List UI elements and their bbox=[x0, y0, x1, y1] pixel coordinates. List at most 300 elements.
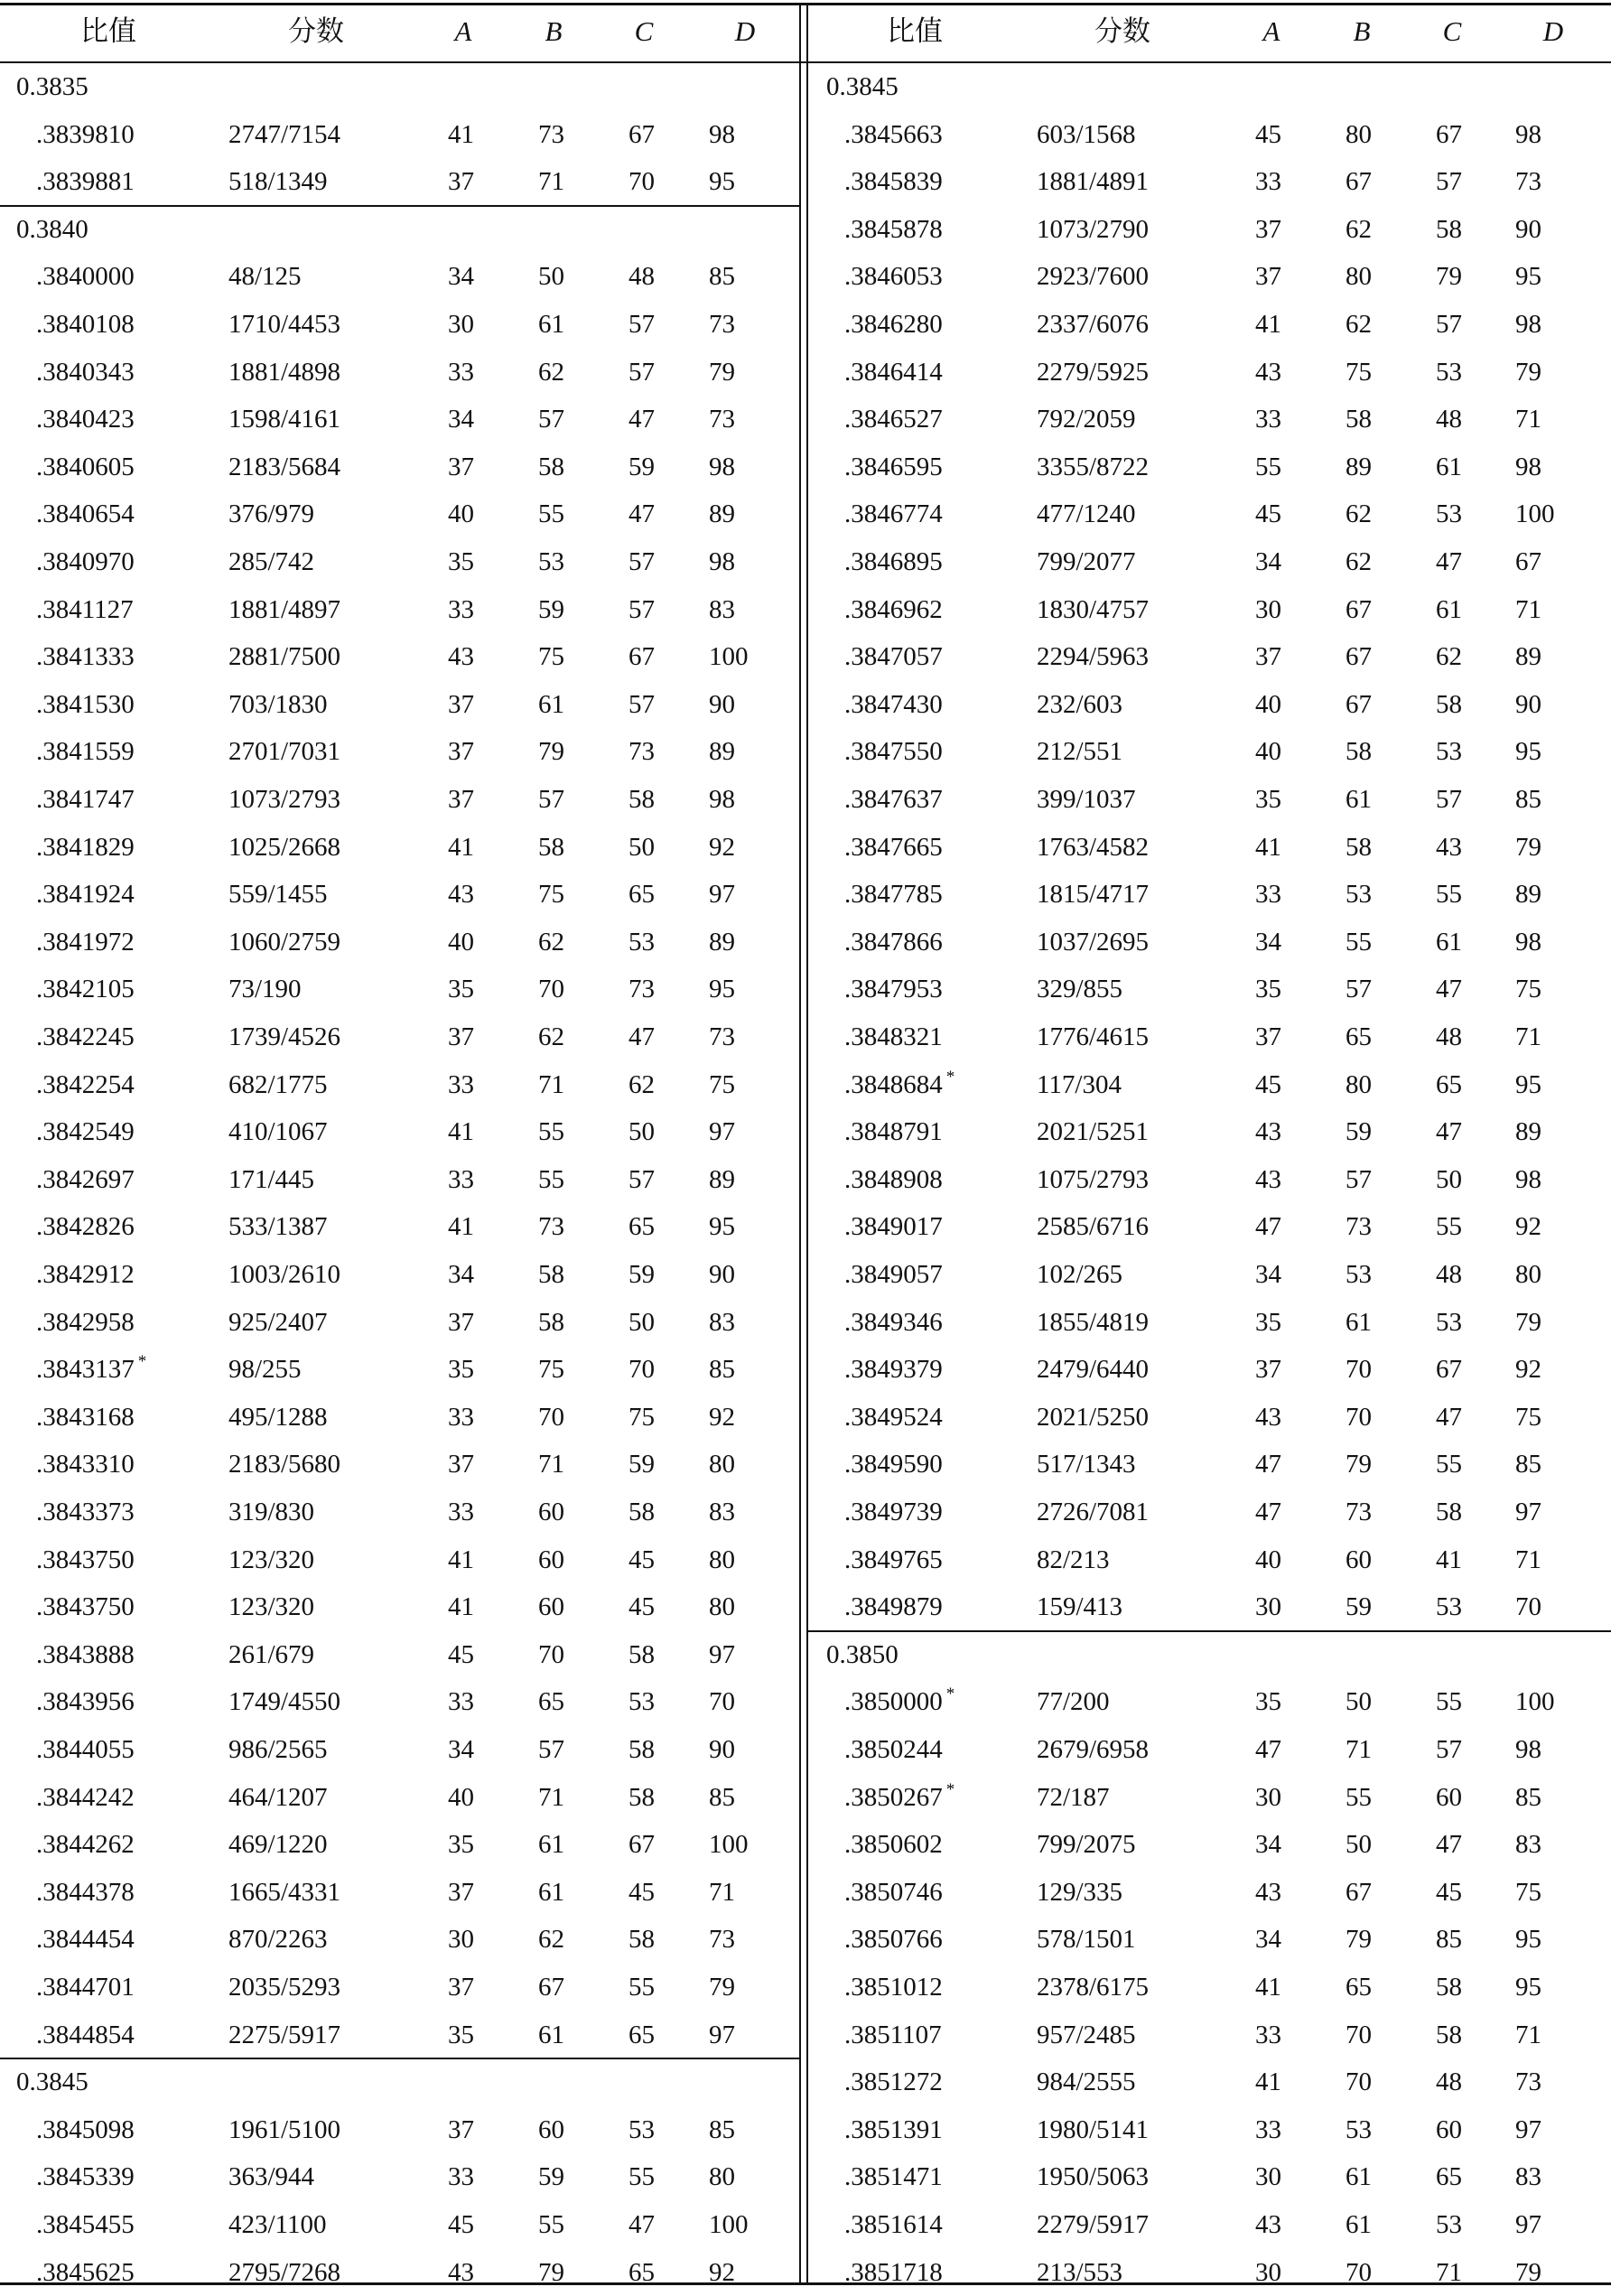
c-cell: 67 bbox=[1436, 119, 1462, 149]
fraction-cell: 102/265 bbox=[1037, 1260, 1123, 1289]
ratio-cell: .3841747 bbox=[36, 785, 135, 814]
ratio-cell: .3846595 bbox=[844, 452, 943, 481]
fraction-cell: 48/125 bbox=[228, 262, 302, 292]
c-cell: 61 bbox=[1436, 594, 1462, 624]
a-cell: 37 bbox=[448, 1022, 474, 1051]
ratio-cell: .3841333 bbox=[36, 642, 135, 672]
a-cell: 35 bbox=[448, 1355, 474, 1385]
b-cell: 75 bbox=[538, 880, 564, 910]
fraction-cell: 792/2059 bbox=[1037, 405, 1136, 434]
ratio-cell: .3846962 bbox=[844, 594, 943, 624]
b-cell: 58 bbox=[1346, 405, 1372, 434]
header-b: B bbox=[1353, 15, 1371, 47]
d-cell: 79 bbox=[709, 1973, 735, 2002]
fraction-cell: 469/1220 bbox=[228, 1830, 328, 1860]
c-cell: 48 bbox=[1436, 1022, 1462, 1051]
c-cell: 57 bbox=[1436, 310, 1462, 339]
a-cell: 41 bbox=[1255, 1973, 1281, 2002]
ratio-cell: .3842254 bbox=[36, 1069, 135, 1099]
a-cell: 43 bbox=[448, 2257, 474, 2287]
section-label: 0.3835 bbox=[16, 72, 88, 101]
fraction-cell: 1980/5141 bbox=[1037, 2114, 1150, 2144]
d-cell: 90 bbox=[709, 1735, 735, 1764]
a-cell: 35 bbox=[448, 975, 474, 1004]
ratio-cell: .3849017 bbox=[844, 1212, 943, 1242]
ratio-cell: .3845878 bbox=[844, 214, 943, 244]
ratio-cell: .3847550 bbox=[844, 737, 943, 767]
section-label: 0.3845 bbox=[826, 72, 899, 101]
c-cell: 65 bbox=[1436, 2162, 1462, 2192]
ratio-cell: .3840108 bbox=[36, 310, 135, 339]
a-cell: 33 bbox=[448, 594, 474, 624]
fraction-cell: 1830/4757 bbox=[1037, 594, 1150, 624]
a-cell: 37 bbox=[1255, 214, 1281, 244]
fraction-cell: 2726/7081 bbox=[1037, 1498, 1150, 1526]
d-cell: 83 bbox=[1515, 1830, 1541, 1860]
ratio-cell: .3851391 bbox=[844, 2114, 943, 2144]
fraction-cell: 533/1387 bbox=[228, 1212, 328, 1242]
header-fraction: 分数 bbox=[1094, 15, 1150, 47]
d-cell: 85 bbox=[709, 1782, 735, 1812]
a-cell: 33 bbox=[448, 2162, 474, 2192]
b-cell: 73 bbox=[1346, 1212, 1372, 1242]
d-cell: 83 bbox=[709, 1307, 735, 1337]
a-cell: 40 bbox=[448, 927, 474, 957]
a-cell: 55 bbox=[1255, 452, 1281, 481]
b-cell: 55 bbox=[1346, 927, 1372, 957]
b-cell: 61 bbox=[538, 310, 564, 339]
c-cell: 50 bbox=[629, 832, 655, 862]
c-cell: 65 bbox=[629, 1212, 655, 1242]
b-cell: 58 bbox=[538, 832, 564, 862]
d-cell: 73 bbox=[709, 1022, 735, 1051]
ratio-cell: .3842912 bbox=[36, 1260, 135, 1289]
ratio-cell: .3845339 bbox=[36, 2162, 135, 2192]
a-cell: 43 bbox=[1255, 1117, 1281, 1147]
fraction-cell: 2585/6716 bbox=[1037, 1212, 1150, 1242]
d-cell: 85 bbox=[1515, 1782, 1541, 1812]
a-cell: 45 bbox=[1255, 1069, 1281, 1099]
a-cell: 43 bbox=[448, 642, 474, 672]
d-cell: 71 bbox=[1515, 1545, 1541, 1574]
b-cell: 50 bbox=[1346, 1687, 1372, 1717]
b-cell: 62 bbox=[538, 1925, 564, 1955]
c-cell: 73 bbox=[629, 737, 655, 767]
ratio-cell: .3842245 bbox=[36, 1022, 135, 1051]
ratio-cell: .3847785 bbox=[844, 880, 943, 910]
a-cell: 34 bbox=[1255, 1830, 1281, 1860]
b-cell: 57 bbox=[1346, 975, 1372, 1004]
fraction-cell: 73/190 bbox=[228, 975, 302, 1004]
c-cell: 55 bbox=[629, 1973, 655, 2002]
c-cell: 59 bbox=[629, 1450, 655, 1479]
fraction-cell: 799/2075 bbox=[1037, 1830, 1136, 1860]
a-cell: 33 bbox=[1255, 167, 1281, 197]
c-cell: 58 bbox=[1436, 1498, 1462, 1526]
fraction-cell: 319/830 bbox=[228, 1498, 315, 1526]
ratio-cell: .3846280 bbox=[844, 310, 943, 339]
d-cell: 75 bbox=[1515, 1877, 1541, 1907]
table-top-rule bbox=[0, 3, 1611, 5]
d-cell: 79 bbox=[1515, 1307, 1541, 1337]
ratio-cell: .3850000 * bbox=[844, 1685, 955, 1717]
a-cell: 41 bbox=[1255, 310, 1281, 339]
d-cell: 85 bbox=[1515, 785, 1541, 814]
c-cell: 58 bbox=[629, 1782, 655, 1812]
c-cell: 67 bbox=[629, 1830, 655, 1860]
ratio-cell: .3850602 bbox=[844, 1830, 943, 1860]
ratio-cell: .3845455 bbox=[36, 2210, 135, 2239]
fraction-cell: 957/2485 bbox=[1037, 2020, 1136, 2049]
a-cell: 41 bbox=[448, 1592, 474, 1622]
c-cell: 57 bbox=[1436, 785, 1462, 814]
b-cell: 70 bbox=[1346, 1402, 1372, 1432]
fraction-cell: 1950/5063 bbox=[1037, 2162, 1150, 2192]
d-cell: 80 bbox=[709, 1545, 735, 1574]
d-cell: 95 bbox=[709, 167, 735, 197]
b-cell: 75 bbox=[538, 1355, 564, 1385]
b-cell: 57 bbox=[538, 785, 564, 814]
d-cell: 98 bbox=[1515, 119, 1541, 149]
ratio-cell: .3841127 bbox=[36, 594, 134, 624]
a-cell: 30 bbox=[1255, 1782, 1281, 1812]
a-cell: 34 bbox=[448, 1735, 474, 1764]
b-cell: 61 bbox=[1346, 2162, 1372, 2192]
b-cell: 55 bbox=[538, 1117, 564, 1147]
fraction-cell: 2183/5684 bbox=[228, 452, 341, 481]
c-cell: 48 bbox=[1436, 1260, 1462, 1289]
c-cell: 65 bbox=[629, 880, 655, 910]
fraction-cell: 1073/2793 bbox=[228, 785, 341, 814]
a-cell: 35 bbox=[1255, 785, 1281, 814]
ratio-cell: .3851471 bbox=[844, 2162, 943, 2192]
ratio-cell: .3842549 bbox=[36, 1117, 135, 1147]
ratio-cell: .3843137 * bbox=[36, 1352, 147, 1385]
a-cell: 33 bbox=[448, 1402, 474, 1432]
b-cell: 70 bbox=[1346, 1355, 1372, 1385]
b-cell: 59 bbox=[538, 594, 564, 624]
a-cell: 41 bbox=[448, 1545, 474, 1574]
fraction-cell: 984/2555 bbox=[1037, 2067, 1136, 2097]
c-cell: 48 bbox=[629, 262, 655, 292]
a-cell: 30 bbox=[1255, 1592, 1281, 1622]
ratio-cell: .3851012 bbox=[844, 1973, 943, 2002]
fraction-cell: 117/304 bbox=[1037, 1069, 1122, 1099]
b-cell: 60 bbox=[538, 1592, 564, 1622]
c-cell: 45 bbox=[629, 1877, 655, 1907]
a-cell: 30 bbox=[1255, 594, 1281, 624]
b-cell: 57 bbox=[538, 405, 564, 434]
d-cell: 80 bbox=[709, 2162, 735, 2192]
a-cell: 43 bbox=[1255, 1402, 1281, 1432]
ratio-cell: .3841972 bbox=[36, 927, 135, 957]
d-cell: 71 bbox=[1515, 1022, 1541, 1051]
section-label: 0.3840 bbox=[16, 214, 88, 244]
fraction-cell: 1855/4819 bbox=[1037, 1307, 1150, 1337]
fraction-cell: 2183/5680 bbox=[228, 1450, 341, 1479]
c-cell: 58 bbox=[629, 785, 655, 814]
d-cell: 71 bbox=[1515, 405, 1541, 434]
b-cell: 53 bbox=[1346, 880, 1372, 910]
header-b: B bbox=[545, 15, 563, 47]
fraction-cell: 1961/5100 bbox=[228, 2114, 341, 2144]
ratio-cell: .3840605 bbox=[36, 452, 135, 481]
b-cell: 55 bbox=[1346, 1782, 1372, 1812]
fraction-cell: 82/213 bbox=[1037, 1545, 1110, 1574]
b-cell: 60 bbox=[538, 1545, 564, 1574]
d-cell: 83 bbox=[709, 1498, 735, 1526]
c-cell: 45 bbox=[1436, 1877, 1462, 1907]
c-cell: 61 bbox=[1436, 927, 1462, 957]
a-cell: 37 bbox=[448, 1973, 474, 2002]
a-cell: 30 bbox=[1255, 2257, 1281, 2287]
b-cell: 57 bbox=[538, 1735, 564, 1764]
ratio-cell: .3851272 bbox=[844, 2067, 943, 2097]
ratio-cell: .3842958 bbox=[36, 1307, 135, 1337]
fraction-cell: 2881/7500 bbox=[228, 642, 341, 672]
fraction-cell: 2035/5293 bbox=[228, 1973, 341, 2002]
c-cell: 47 bbox=[629, 1022, 655, 1051]
a-cell: 41 bbox=[1255, 2067, 1281, 2097]
b-cell: 70 bbox=[538, 1639, 564, 1669]
c-cell: 59 bbox=[629, 452, 655, 481]
b-cell: 62 bbox=[1346, 547, 1372, 576]
ratio-cell: .3840343 bbox=[36, 357, 135, 387]
ratio-cell: .3845663 bbox=[844, 119, 943, 149]
d-cell: 90 bbox=[709, 689, 735, 719]
d-cell: 89 bbox=[709, 499, 735, 529]
a-cell: 45 bbox=[1255, 499, 1281, 529]
ratio-cell: .3849739 bbox=[844, 1498, 943, 1526]
section-rule bbox=[0, 2058, 799, 2059]
ratio-cell: .3850267 * bbox=[844, 1779, 955, 1812]
a-cell: 34 bbox=[448, 1260, 474, 1289]
a-cell: 34 bbox=[448, 405, 474, 434]
d-cell: 79 bbox=[709, 357, 735, 387]
fraction-cell: 2747/7154 bbox=[228, 119, 341, 149]
ratio-cell: .3846414 bbox=[844, 357, 943, 387]
a-cell: 30 bbox=[1255, 2162, 1281, 2192]
d-cell: 90 bbox=[1515, 689, 1541, 719]
a-cell: 45 bbox=[448, 2210, 474, 2239]
b-cell: 53 bbox=[1346, 1260, 1372, 1289]
a-cell: 33 bbox=[448, 1498, 474, 1526]
d-cell: 97 bbox=[1515, 2114, 1541, 2144]
a-cell: 37 bbox=[1255, 262, 1281, 292]
ratio-cell: .3849379 bbox=[844, 1355, 943, 1385]
c-cell: 57 bbox=[629, 689, 655, 719]
c-cell: 58 bbox=[629, 1925, 655, 1955]
ratio-cell: .3849879 bbox=[844, 1592, 943, 1622]
ratio-cell: .3845839 bbox=[844, 167, 943, 197]
b-cell: 50 bbox=[538, 262, 564, 292]
b-cell: 73 bbox=[1346, 1498, 1372, 1526]
ratio-cell: .3841530 bbox=[36, 689, 135, 719]
fraction-cell: 495/1288 bbox=[228, 1402, 328, 1432]
ratio-cell: .3843750 bbox=[36, 1592, 135, 1622]
a-cell: 41 bbox=[448, 1117, 474, 1147]
b-cell: 80 bbox=[1346, 1069, 1372, 1099]
b-cell: 53 bbox=[1346, 2114, 1372, 2144]
c-cell: 67 bbox=[1436, 1355, 1462, 1385]
a-cell: 40 bbox=[1255, 689, 1281, 719]
ratio-cell: .3849590 bbox=[844, 1450, 943, 1479]
d-cell: 98 bbox=[709, 452, 735, 481]
a-cell: 37 bbox=[448, 689, 474, 719]
d-cell: 95 bbox=[1515, 737, 1541, 767]
c-cell: 50 bbox=[1436, 1164, 1462, 1194]
a-cell: 43 bbox=[1255, 1877, 1281, 1907]
fraction-cell: 1881/4898 bbox=[228, 357, 341, 387]
ratio-cell: .3851718 bbox=[844, 2257, 943, 2287]
ratio-cell: .3851107 bbox=[844, 2020, 942, 2049]
b-cell: 62 bbox=[538, 1022, 564, 1051]
d-cell: 97 bbox=[709, 880, 735, 910]
a-cell: 34 bbox=[1255, 927, 1281, 957]
d-cell: 90 bbox=[709, 1260, 735, 1289]
d-cell: 85 bbox=[709, 1355, 735, 1385]
a-cell: 37 bbox=[448, 1877, 474, 1907]
d-cell: 89 bbox=[709, 737, 735, 767]
c-cell: 57 bbox=[629, 594, 655, 624]
fraction-cell: 329/855 bbox=[1037, 975, 1123, 1004]
c-cell: 47 bbox=[1436, 1830, 1462, 1860]
d-cell: 89 bbox=[1515, 642, 1541, 672]
section-label: 0.3845 bbox=[16, 2067, 88, 2097]
asterisk-marker: * bbox=[945, 1067, 955, 1087]
ratio-cell: .3844454 bbox=[36, 1925, 135, 1955]
ratio-cell: .3843888 bbox=[36, 1639, 135, 1669]
fraction-cell: 285/742 bbox=[228, 547, 315, 576]
c-cell: 55 bbox=[629, 2162, 655, 2192]
b-cell: 62 bbox=[1346, 499, 1372, 529]
c-cell: 53 bbox=[1436, 499, 1462, 529]
c-cell: 58 bbox=[629, 1498, 655, 1526]
b-cell: 55 bbox=[538, 499, 564, 529]
ratio-cell: .3840423 bbox=[36, 405, 135, 434]
d-cell: 83 bbox=[1515, 2162, 1541, 2192]
ratio-cell: .3840000 bbox=[36, 262, 135, 292]
d-cell: 98 bbox=[709, 785, 735, 814]
b-cell: 61 bbox=[538, 689, 564, 719]
d-cell: 89 bbox=[709, 927, 735, 957]
ratio-cell: .3849765 bbox=[844, 1545, 943, 1574]
a-cell: 34 bbox=[448, 262, 474, 292]
c-cell: 53 bbox=[1436, 357, 1462, 387]
fraction-cell: 870/2263 bbox=[228, 1925, 328, 1955]
b-cell: 75 bbox=[1346, 357, 1372, 387]
d-cell: 92 bbox=[709, 1402, 735, 1432]
ratio-cell: .3846774 bbox=[844, 499, 943, 529]
c-cell: 53 bbox=[629, 927, 655, 957]
b-cell: 65 bbox=[538, 1687, 564, 1717]
b-cell: 73 bbox=[538, 1212, 564, 1242]
a-cell: 41 bbox=[1255, 832, 1281, 862]
c-cell: 50 bbox=[629, 1307, 655, 1337]
ratio-cell: .3843373 bbox=[36, 1498, 135, 1526]
ratio-cell: .3842697 bbox=[36, 1164, 135, 1194]
a-cell: 30 bbox=[448, 310, 474, 339]
c-cell: 62 bbox=[629, 1069, 655, 1099]
a-cell: 34 bbox=[1255, 547, 1281, 576]
fraction-cell: 261/679 bbox=[228, 1639, 315, 1669]
c-cell: 71 bbox=[1436, 2257, 1462, 2287]
c-cell: 48 bbox=[1436, 2067, 1462, 2097]
d-cell: 80 bbox=[1515, 1260, 1541, 1289]
b-cell: 59 bbox=[1346, 1117, 1372, 1147]
a-cell: 33 bbox=[448, 1687, 474, 1717]
ratio-cell: .3848321 bbox=[844, 1022, 943, 1051]
fraction-cell: 578/1501 bbox=[1037, 1925, 1136, 1955]
a-cell: 33 bbox=[1255, 2114, 1281, 2144]
b-cell: 70 bbox=[1346, 2067, 1372, 2097]
c-cell: 57 bbox=[629, 310, 655, 339]
fraction-cell: 212/551 bbox=[1037, 737, 1123, 767]
b-cell: 59 bbox=[1346, 1592, 1372, 1622]
d-cell: 98 bbox=[1515, 310, 1541, 339]
header-ratio: 比值 bbox=[887, 15, 943, 47]
ratio-cell: .3850746 bbox=[844, 1877, 943, 1907]
ratio-cell: .3843956 bbox=[36, 1687, 135, 1717]
b-cell: 71 bbox=[538, 167, 564, 197]
a-cell: 33 bbox=[1255, 2020, 1281, 2049]
d-cell: 89 bbox=[709, 1164, 735, 1194]
fraction-cell: 1881/4891 bbox=[1037, 167, 1150, 197]
d-cell: 80 bbox=[709, 1450, 735, 1479]
c-cell: 57 bbox=[1436, 1735, 1462, 1764]
fraction-cell: 1665/4331 bbox=[228, 1877, 341, 1907]
d-cell: 83 bbox=[709, 594, 735, 624]
a-cell: 35 bbox=[448, 2020, 474, 2049]
b-cell: 79 bbox=[1346, 1450, 1372, 1479]
d-cell: 80 bbox=[709, 1592, 735, 1622]
b-cell: 61 bbox=[1346, 785, 1372, 814]
c-cell: 65 bbox=[1436, 1069, 1462, 1099]
ratio-cell: .3849057 bbox=[844, 1260, 943, 1289]
b-cell: 58 bbox=[538, 1307, 564, 1337]
b-cell: 50 bbox=[1346, 1830, 1372, 1860]
b-cell: 55 bbox=[538, 2210, 564, 2239]
ratio-cell: .3841559 bbox=[36, 737, 135, 767]
d-cell: 95 bbox=[709, 975, 735, 1004]
d-cell: 73 bbox=[1515, 167, 1541, 197]
d-cell: 79 bbox=[1515, 2257, 1541, 2287]
d-cell: 73 bbox=[709, 1925, 735, 1955]
fraction-cell: 399/1037 bbox=[1037, 785, 1136, 814]
d-cell: 92 bbox=[1515, 1355, 1541, 1385]
c-cell: 47 bbox=[1436, 1117, 1462, 1147]
fraction-cell: 171/445 bbox=[228, 1164, 315, 1194]
fraction-cell: 1749/4550 bbox=[228, 1687, 341, 1717]
a-cell: 34 bbox=[1255, 1925, 1281, 1955]
ratio-cell: .3847866 bbox=[844, 927, 943, 957]
fraction-cell: 1003/2610 bbox=[228, 1260, 341, 1289]
fraction-cell: 1710/4453 bbox=[228, 310, 341, 339]
b-cell: 60 bbox=[538, 2114, 564, 2144]
fraction-cell: 423/1100 bbox=[228, 2210, 327, 2239]
b-cell: 62 bbox=[1346, 214, 1372, 244]
ratio-cell: .3847637 bbox=[844, 785, 943, 814]
section-rule bbox=[0, 205, 799, 207]
a-cell: 47 bbox=[1255, 1450, 1281, 1479]
b-cell: 62 bbox=[1346, 310, 1372, 339]
a-cell: 35 bbox=[1255, 1687, 1281, 1717]
d-cell: 75 bbox=[1515, 1402, 1541, 1432]
c-cell: 58 bbox=[1436, 689, 1462, 719]
ratio-cell: .3846895 bbox=[844, 547, 943, 576]
d-cell: 73 bbox=[709, 405, 735, 434]
header-a: A bbox=[1262, 15, 1280, 47]
